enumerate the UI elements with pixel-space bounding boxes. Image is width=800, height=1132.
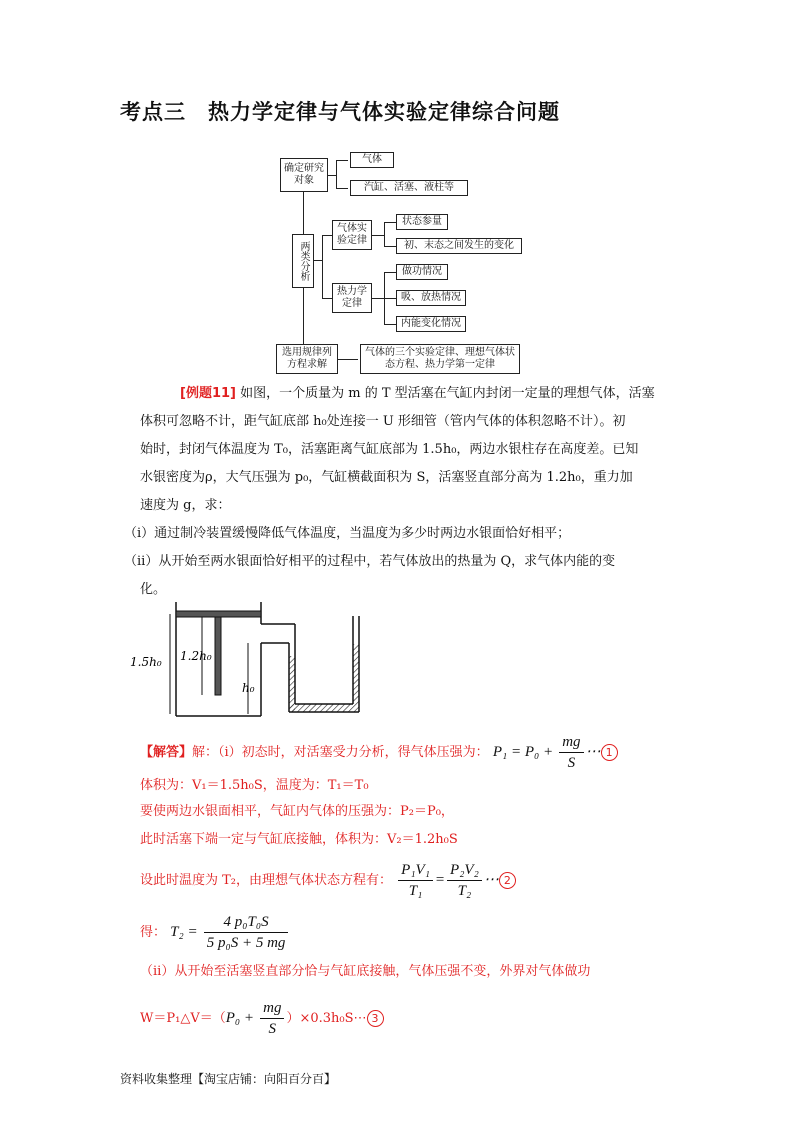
answer-line-5-text: 设此时温度为 T₂，由理想气体状态方程有：: [140, 873, 393, 888]
answer-line-1: [140, 732, 618, 773]
formula-2-right: $\frac{\text{P₂V₂}}{\text{T₂}}$: [447, 860, 482, 901]
answer-line-8: [140, 998, 384, 1039]
flow-root-box: 确定研究对象: [280, 158, 328, 192]
answer-line-8a: W＝P₁△V＝（: [140, 1011, 226, 1026]
flow-root-child-1: 汽缸、活塞、液柱等: [350, 180, 468, 196]
page-title: 考点三 热力学定律与气体实验定律综合问题: [120, 100, 560, 124]
formula-1-lhs: P₁ = P₀ +: [492, 744, 554, 760]
label-15h0: 1.5h₀: [130, 655, 162, 669]
answer-bracket: 【解答】: [140, 745, 193, 760]
label-12h0: 1.2h₀: [180, 649, 212, 663]
apparatus-diagram: [130, 596, 390, 726]
flow-thermo-law-box: 热力学定律: [332, 283, 372, 313]
concept-flowchart: [270, 150, 540, 380]
formula-2-tail: ⋯: [483, 872, 499, 888]
example-line-3: 水银密度为ρ，大气压强为 p₀，气缸横截面积为 S，活塞竖直部分高为 1.2h₀，重力加: [140, 470, 633, 485]
example-line-2: 始时，封闭气体温度为 T₀，活塞距离气缸底部为 1.5h₀，两边水银柱存在高度差。已知: [140, 442, 639, 457]
footer-text: 资料收集整理【淘宝店铺：向阳百分百】: [120, 1072, 337, 1086]
formula-4-fraction: $\frac{mg}{S}$: [260, 998, 284, 1039]
piston-top: [176, 611, 261, 617]
formula-3-lhs: T₂ =: [170, 924, 198, 940]
questions: [124, 520, 684, 604]
flow-solve-box: 选用规律列方程求解: [276, 344, 338, 374]
flow-gas-law-box: 气体实验定律: [332, 220, 372, 250]
answer-line-2: 体积为：V₁＝1.5h₀S，温度为：T₁＝T₀: [140, 778, 369, 793]
example-text: [140, 380, 670, 520]
flow-analysis-box: 两类分析: [292, 234, 314, 288]
eq-mark-3: 3: [367, 1010, 384, 1027]
question-2b: 化。: [140, 582, 167, 597]
answer-line-8b: ）×0.3h₀S⋯: [286, 1011, 367, 1026]
example-line-1: 体积可忽略不计，距气缸底部 h₀处连接一 U 形细管（管内气体的体积忽略不计）。初: [140, 414, 626, 429]
example-line-4: 速度为 g，求：: [140, 498, 231, 513]
formula-4-lhs: P₀ +: [225, 1010, 254, 1026]
formula-2-left: $\frac{\text{P₁V₁}}{\text{T₁}}$: [398, 860, 433, 901]
formula-1-tail: ⋯: [585, 744, 601, 760]
eq-mark-2: 2: [499, 872, 516, 889]
flow-gas-child-1: 初、末态之间发生的变化: [396, 238, 522, 254]
answer-line-5: 设此时温度为 T₂，由理想气体状态方程有： $\frac{\text{P₁V₁}}{\text{T₁}}$ = $\frac{\text{P₂V₂}}{\text{T₂}}$ ⋯ 2: [140, 860, 516, 901]
eq-mark-1: 1: [601, 744, 618, 761]
answer-line-6-text: 得：: [140, 925, 167, 940]
answer-intro: 解：（i）初态时，对活塞受力分析，得气体压强为：: [192, 745, 489, 760]
question-2a: （ii）从开始至两水银面恰好相平的过程中，若气体放出的热量为 Q，求气体内能的变: [124, 554, 616, 569]
flow-thermo-child-2: 内能变化情况: [396, 316, 466, 332]
answer-line-4: 此时活塞下端一定与气缸底接触，体积为：V₂＝1.2h₀S: [140, 832, 458, 847]
question-1: （i）通过制冷装置缓慢降低气体温度，当温度为多少时两边水银面恰好相平；: [124, 526, 571, 541]
flow-solve-result: 气体的三个实验定律、理想气体状态方程、热力学第一定律: [360, 344, 520, 374]
flow-gas-child-0: 状态参量: [396, 214, 448, 230]
formula-1-fraction: $\frac{mg}{S}$: [559, 732, 583, 773]
answer-line-3: 要使两边水银面相平，气缸内气体的压强为：P₂＝P₀，: [140, 804, 454, 819]
answer-line-7: （ii）从开始至活塞竖直部分恰与气缸底接触，气体压强不变，外界对气体做功: [140, 964, 591, 979]
answer-line-6: [140, 912, 290, 953]
example-label: [例题11]: [180, 386, 236, 401]
formula-3-fraction: $\frac{\text{4 p₀T₀S}}{\text{5 p₀S + 5 mg}}$: [204, 912, 289, 953]
example-line-0: 如图，一个质量为 m 的 T 型活塞在气缸内封闭一定量的理想气体，活塞: [240, 386, 655, 401]
piston-rod: [215, 617, 221, 695]
flow-thermo-child-0: 做功情况: [396, 264, 448, 280]
flow-root-child-0: 气体: [350, 152, 394, 168]
flow-thermo-child-1: 吸、放热情况: [396, 290, 466, 306]
label-h0: h₀: [242, 681, 255, 695]
